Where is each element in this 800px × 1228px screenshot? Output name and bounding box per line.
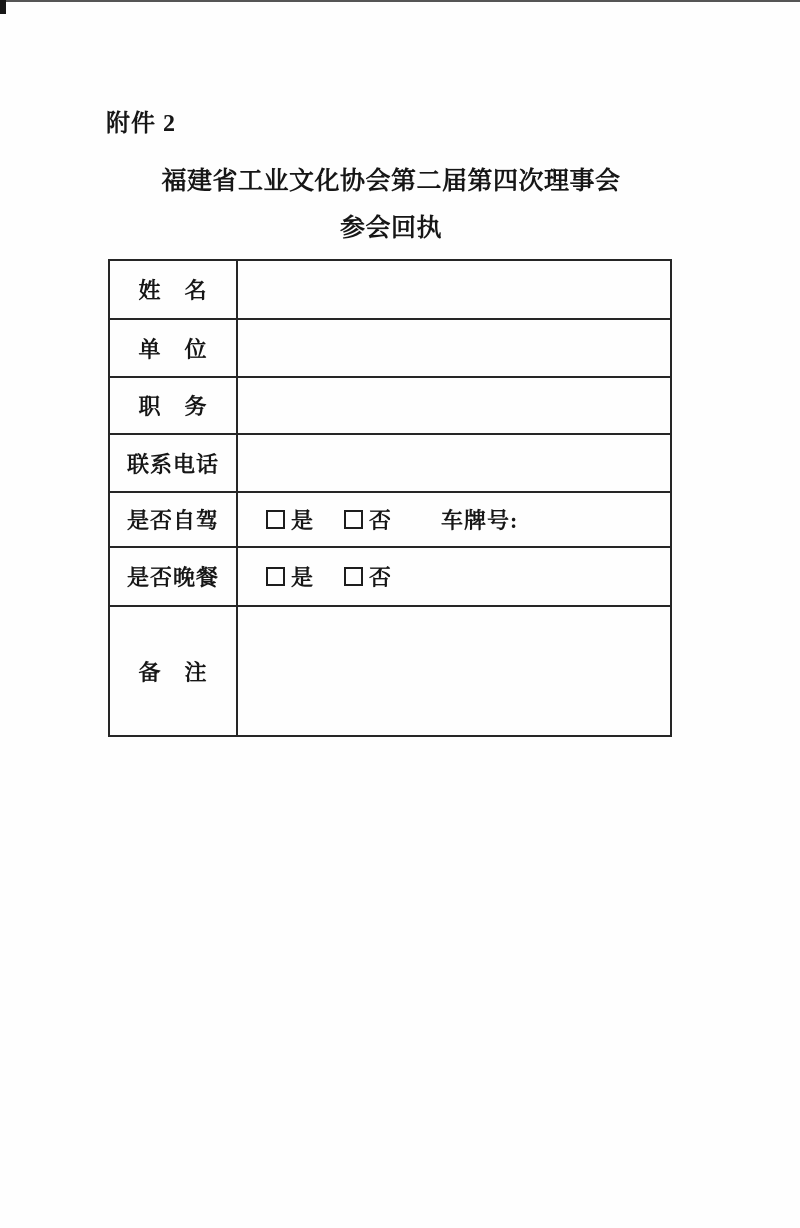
row-value-name: [237, 260, 671, 319]
checkbox-no-icon: [344, 567, 363, 586]
option-no-label: 否: [369, 508, 393, 533]
attachment-label: 附件 2: [106, 111, 176, 137]
form-row-self-driving: [109, 492, 671, 547]
form-row-position: [109, 377, 671, 434]
form-row-organization: [109, 319, 671, 377]
form-row-phone: [109, 434, 671, 492]
row-label-organization: 单 位: [109, 319, 237, 377]
self-driving-option-yes: [266, 508, 314, 533]
form-row-dinner: [109, 547, 671, 606]
plate-number-label: 车牌号:: [441, 508, 519, 533]
row-value-phone: [237, 434, 671, 492]
row-value-organization: [237, 319, 671, 377]
form-row-remarks: [109, 606, 671, 736]
scan-artifact-top-line: [0, 0, 800, 2]
row-label-position: 职 务: [109, 377, 237, 434]
row-label-remarks: 备 注: [109, 606, 237, 736]
reply-form-table: [108, 259, 672, 737]
document-title-line1: 福建省工业文化协会第二届第四次理事会: [161, 168, 621, 195]
row-label-self-driving: 是否自驾: [109, 492, 237, 547]
row-value-position: [237, 377, 671, 434]
dinner-option-yes: [266, 565, 314, 590]
option-yes-label: 是: [291, 565, 315, 590]
dinner-option-no: [344, 565, 392, 590]
option-yes-label: 是: [291, 508, 315, 533]
row-value-self-driving: [237, 492, 671, 547]
self-driving-option-no: [344, 508, 392, 533]
scan-artifact-corner-blob: [0, 0, 6, 14]
option-no-label: 否: [369, 565, 393, 590]
row-value-dinner: [237, 547, 671, 606]
checkbox-no-icon: [344, 510, 363, 529]
form-row-name: [109, 260, 671, 319]
row-label-name: 姓 名: [109, 260, 237, 319]
checkbox-yes-icon: [266, 510, 285, 529]
row-value-remarks: [237, 606, 671, 736]
row-label-phone: 联系电话: [109, 434, 237, 492]
checkbox-yes-icon: [266, 567, 285, 586]
document-title-line2: 参会回执: [339, 215, 442, 242]
row-label-dinner: 是否晚餐: [109, 547, 237, 606]
